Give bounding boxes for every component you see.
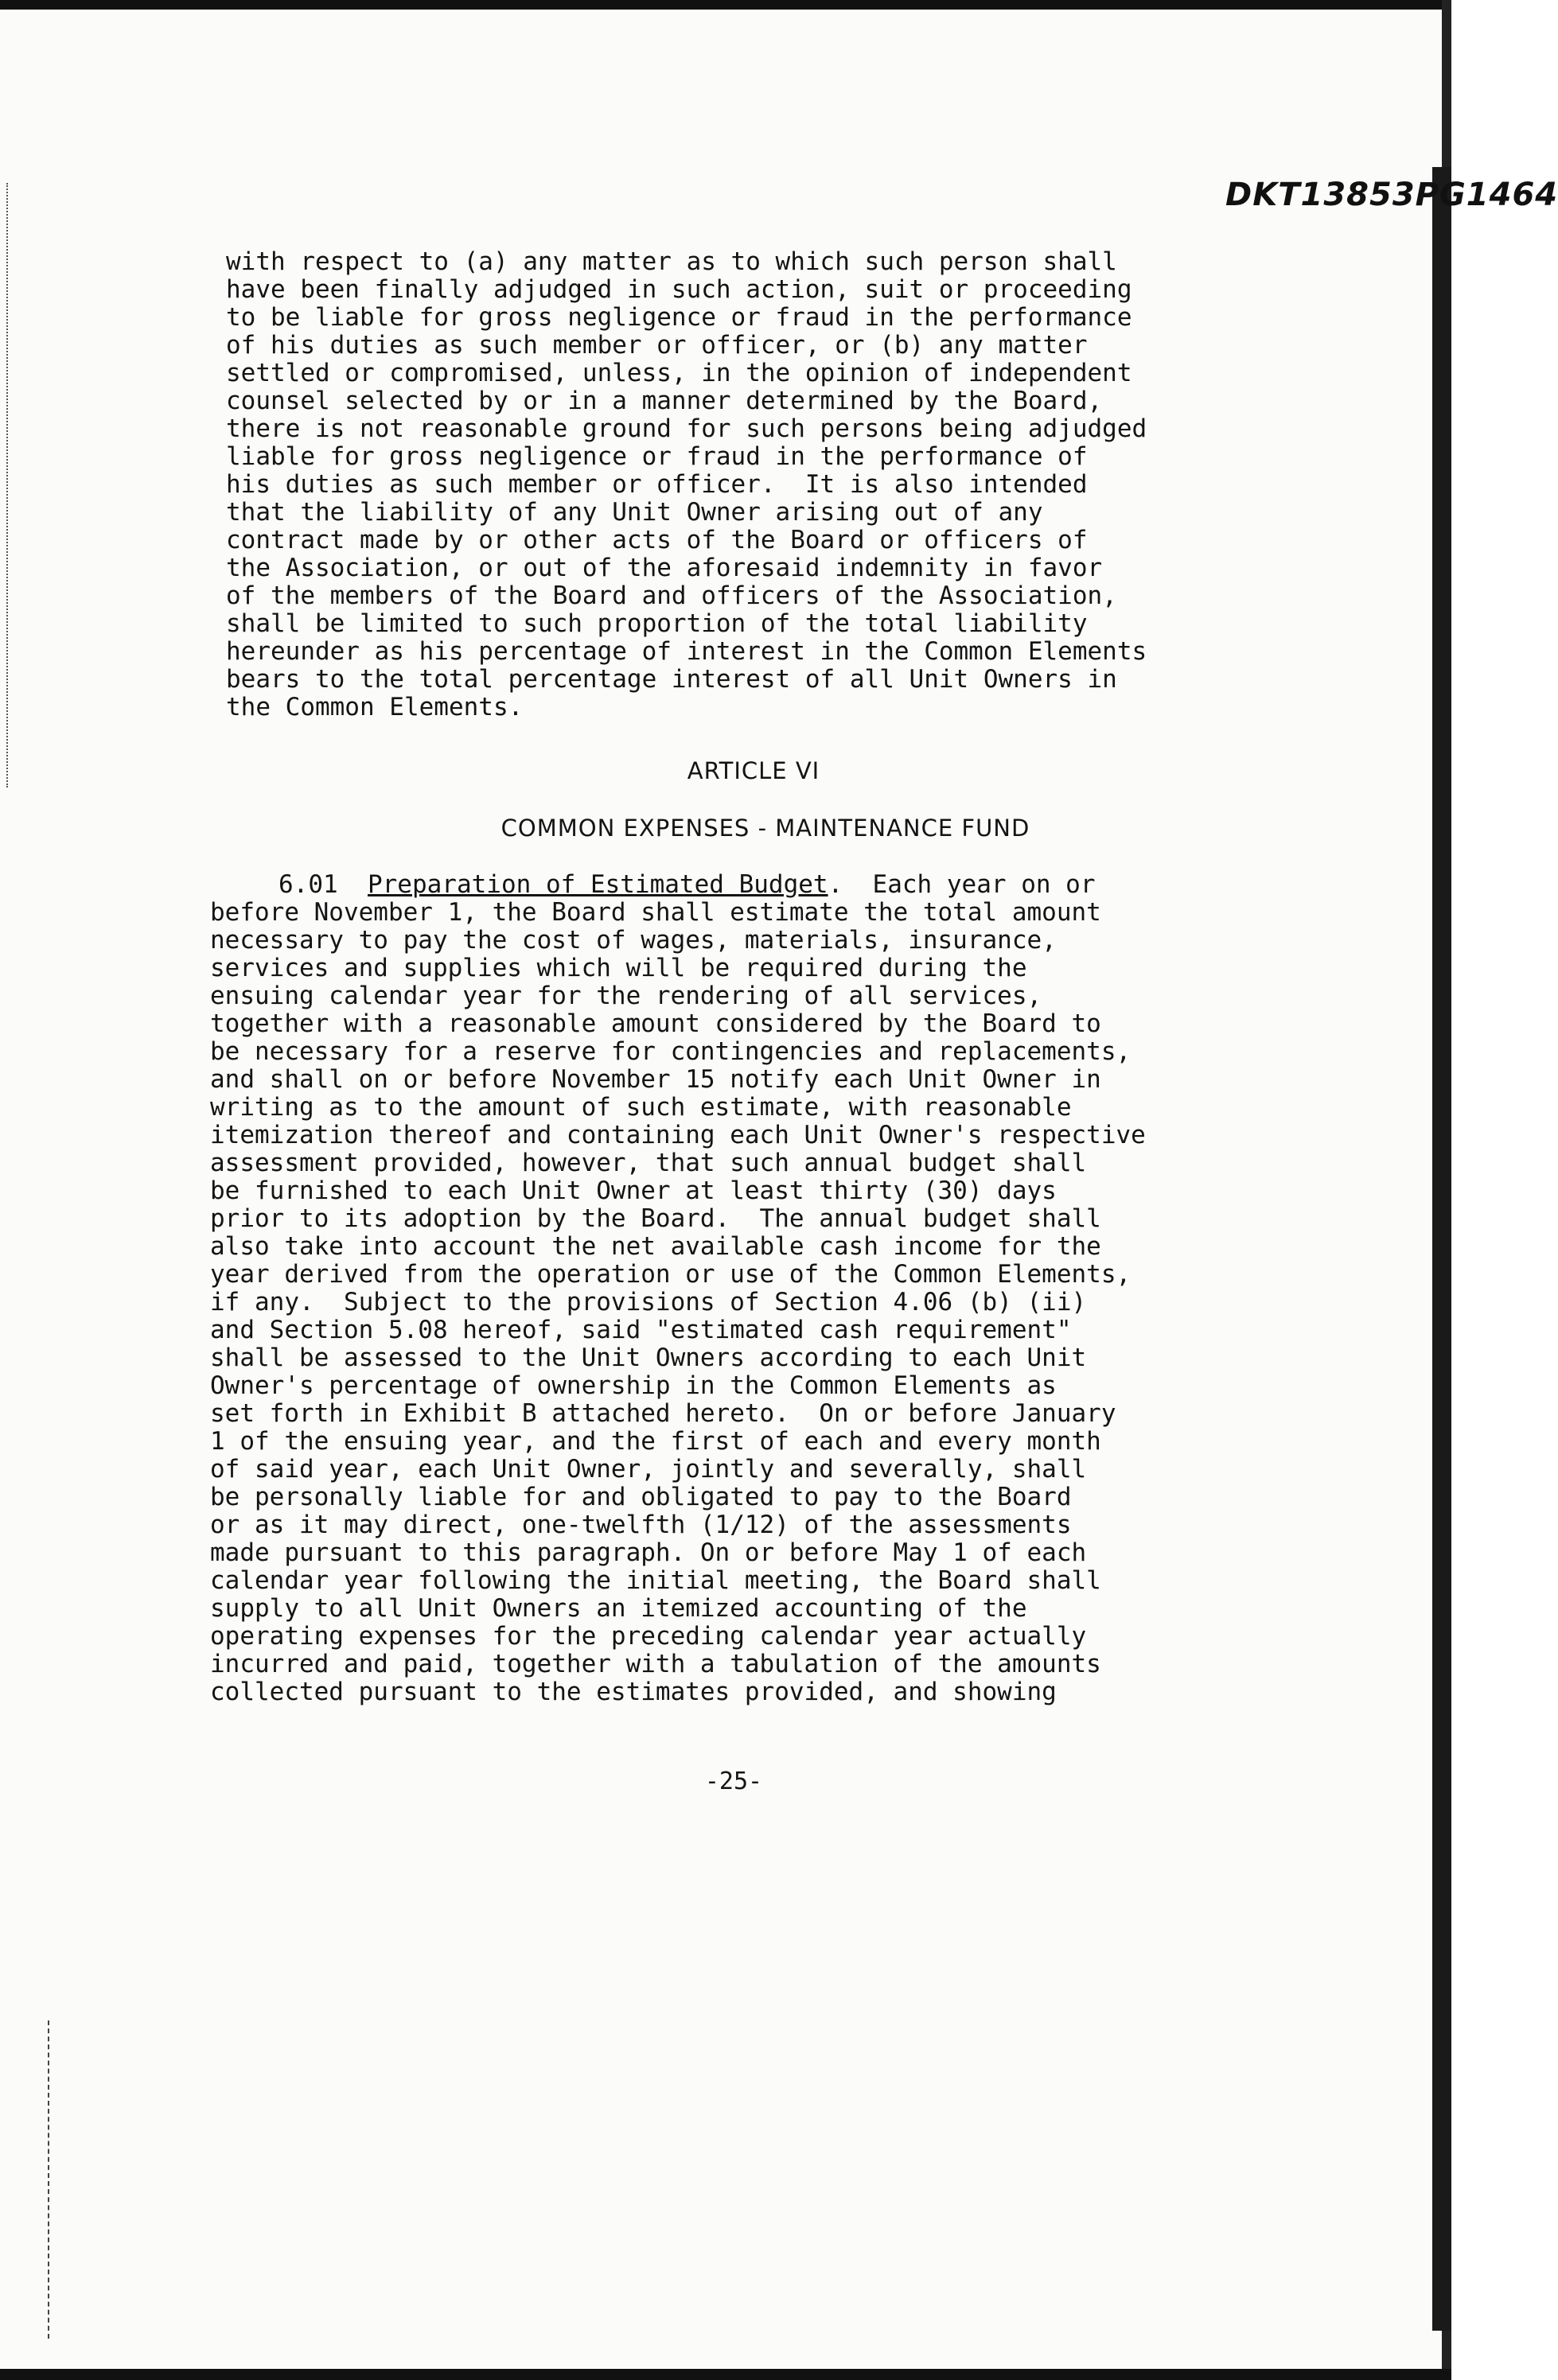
- section-number: 6.01: [278, 870, 338, 899]
- recording-stamp: DKT13853PG1464: [1225, 177, 1558, 213]
- section-body-paragraph: before November 1, the Board shall estimate the total amount necessary to pay the cost of wages, materials, insurance, services and supplies which will be required during the ensuing calendar year for the rendering of all services, together with a reasonable amount considered by the Board to be necessary for a reserve for contingencies and replacements, and shall on or before November 15 notify each Unit Owner in writing as to the amount of such estimate, with reasonable itemization thereof and containing each Unit Owner's respective assessment provided, however, that such annual budget shall be furnished to each Unit Owner at least thirty (30) days prior to its adoption by the Board. The annual budget shall also take into account the net available cash income for the year derived from the operation or use of the Common Elements, if any. Subject to the provisions of Section 4.06 (b) (ii) and Section 5.08 hereof, said "estimated cash requirement" shall be assessed to the Unit Owners according to each Unit Owner's percentage of ownership in the Common Elements as set forth in Exhibit B attached hereto. On or before January 1 of the ensuing year, and the first of each and every month of said year, each Unit Owner, jointly and severally, shall be personally liable for and obligated to pay to the Board or as it may direct, one-twelfth (1/12) of the assessments made pursuant to this paragraph. On or before May 1 of each calendar year following the initial meeting, the Board shall supply to all Unit Owners an itemized accounting of the operating expenses for the preceding calendar year actually incurred and paid, together with a tabulation of the amounts collected pursuant to the estimates provided, and showing: [210, 898, 1146, 1706]
- article-title: COMMON EXPENSES - MAINTENANCE FUND: [501, 815, 1030, 842]
- article-number: ARTICLE VI: [687, 757, 820, 784]
- section-title: Preparation of Estimated Budget: [367, 870, 828, 899]
- continuation-paragraph: with respect to (a) any matter as to which such person shall have been finally adjudged in such action, suit or proceeding to be liable for gross negligence or fraud in the performance of his duties as such member or officer, or (b) any matter settled or compromised, unless, in the opinion of independent counsel selected by or in a manner determined by the Board, there is not reasonable ground for such persons being adjudged liable for gross negligence or fraud in the performance of his duties as such member or officer. It is also intended that the liability of any Unit Owner arising out of any contract made by or other acts of the Board or officers of the Association, or out of the aforesaid indemnity in favor of the members of the Board and officers of the Association, shall be limited to such proportion of the total liability hereunder as his percentage of interest in the Common Elements bears to the total percentage interest of all Unit Owners in the Common Elements.: [226, 247, 1147, 721]
- page-number: -25-: [704, 1768, 763, 1795]
- section-first-line: . Each year on or: [828, 870, 1096, 899]
- scan-border-top: [0, 0, 1451, 10]
- scan-shadow-right: [1432, 167, 1451, 2331]
- margin-marks-lower: [48, 2020, 54, 2339]
- scan-border-bottom: [0, 2369, 1451, 2380]
- section-heading-line: [278, 871, 1096, 899]
- margin-marks-upper: [6, 183, 13, 788]
